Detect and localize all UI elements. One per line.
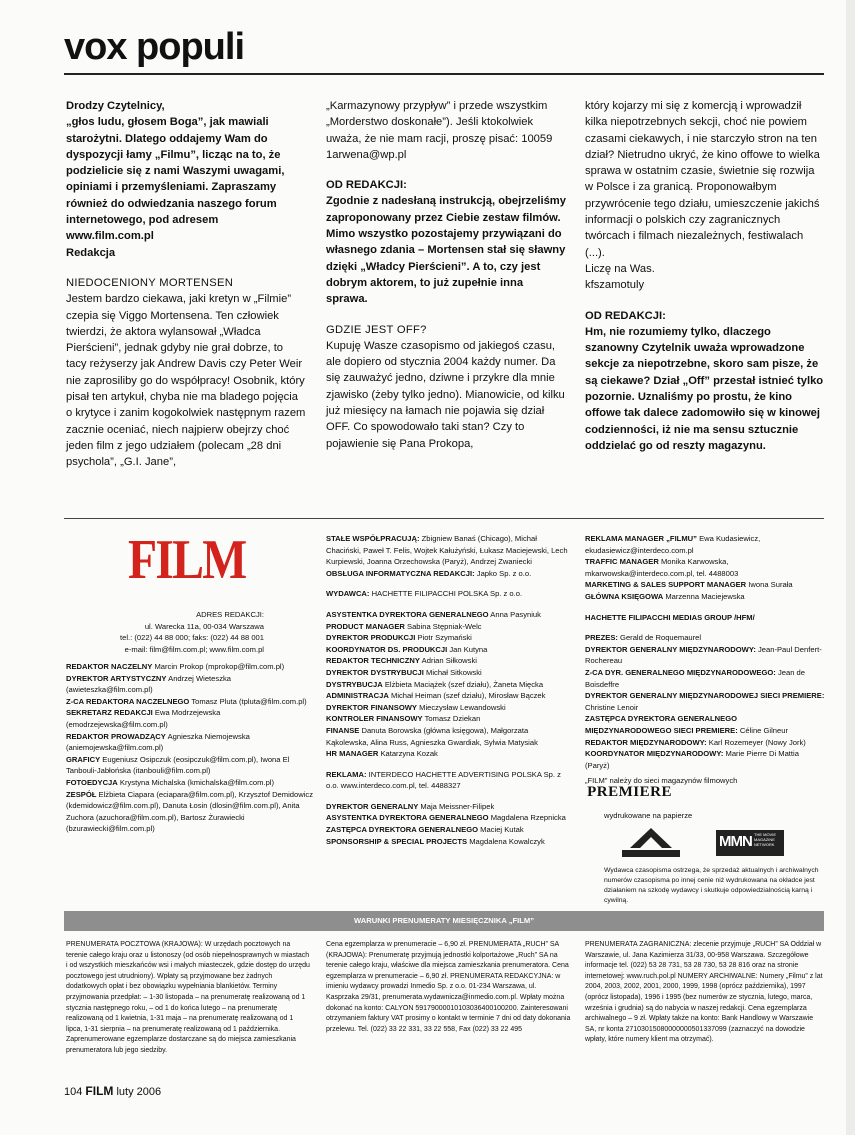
masthead-person: Agnieszka Niemojewska (aniemojewska@film.com.pl)	[66, 731, 250, 753]
address-email: e-mail: film@film.com.pl; www.film.com.pl	[124, 644, 264, 654]
masthead-role: DYREKTOR FINANSOWY	[326, 702, 417, 712]
film-logo: FILM	[128, 529, 246, 591]
masthead-role: REDAKTOR NACZELNY	[66, 662, 153, 671]
letter-body-cont: który kojarzy mi się z komercją i wprowadził kilka niepotrzebnych sekcji, choć nie powiem czasami ciekawych, i nie starczyło stron na ten dział? Nietrudno ukryć, że kino offowe to wielka sprawa w ostatnim czasie, świetnie się rozwija w Polsce i za granicą. Proponowałbym przywrócenie tego działu, umieszczenie jakichś informacji o polskich czy zagranicznych twórcach i filmach niezależnych, festiwalach (...).	[585, 100, 820, 259]
masthead-person: Magdalena Rzepnicka	[490, 813, 566, 823]
masthead-role: WYDAWCA:	[326, 589, 370, 599]
masthead-entry	[326, 812, 571, 824]
masthead-entry	[66, 777, 316, 789]
masthead-person: Monika Karwowska, mkarwowska@interdeco.com.pl, tel. 4488003	[585, 557, 739, 578]
masthead-entry	[585, 556, 825, 579]
letter-heading: GDZIE JEST OFF?	[326, 323, 427, 336]
masthead-right	[585, 533, 825, 771]
masthead-entry	[326, 533, 571, 568]
masthead-role: Z-CA DYR. GENERALNEGO MIĘDZYNARODOWEGO:	[585, 667, 776, 677]
masthead-entry	[585, 667, 825, 690]
masthead-person: Céline Gilneur	[739, 725, 788, 735]
disclaimer: Wydawca czasopisma ostrzega, że sprzedaż aktualnych i archiwalnych numerów czasopisma po innej cenie niż wydrukowana na okładce jest działaniem na szkodę wydawcy i skutkuje odpowiedzialnością karną i cywilną.	[604, 867, 819, 904]
masthead-person: Jan Kutyna	[449, 644, 488, 654]
intro-signature: Redakcja	[66, 246, 116, 259]
masthead-role: DYSTRYBUCJA	[326, 679, 383, 689]
masthead-entry	[66, 731, 316, 754]
mmn-logo	[716, 830, 784, 856]
masthead-entry	[66, 661, 316, 673]
masthead-person: Michał Sitkowski	[426, 667, 482, 677]
masthead-entry	[326, 713, 571, 725]
masthead-person: Karl Rozemeyer (Nowy Jork)	[708, 737, 806, 747]
masthead-person: Sabina Stępniak-Welc	[407, 621, 482, 631]
masthead-middle	[326, 533, 571, 847]
masthead-entry	[585, 591, 825, 603]
masthead-person: Ewa Kudasiewicz, ekudasiewicz@interdeco.com.pl	[585, 534, 761, 555]
masthead-person: Ewa Modrzejewska (emodrzejewska@film.com.pl)	[66, 708, 221, 729]
address-label: ADRES REDAKCJI:	[196, 610, 264, 619]
letter-body-cont: „Karmazynowy przypływ” i przede wszystkim „Morderstwo doskonałe”). Jeśli ktokolwiek uważa, że nie mam racji, proszę pisać: 10059 1arwena@wp.pl	[326, 100, 553, 161]
letter-heading: NIEDOCENIONY MORTENSEN	[66, 276, 234, 289]
masthead-role: REKLAMA MANAGER „FILMU”	[585, 534, 697, 543]
mmn-mark: MMN	[719, 833, 752, 850]
masthead-left	[66, 661, 316, 835]
editorial-address	[104, 609, 264, 655]
masthead-role: DYREKTOR ARTYSTYCZNY	[66, 673, 167, 683]
masthead-person: Iwona Surała	[748, 580, 793, 590]
masthead-person: Maciej Kutak	[480, 825, 524, 835]
masthead-entry	[585, 748, 825, 771]
masthead-person: Magdalena Kowalczyk	[469, 836, 545, 846]
masthead-person: Elżbieta Maciążek (szef działu), Żaneta Mięcka	[384, 679, 544, 689]
masthead-entry	[585, 533, 825, 556]
masthead-person: Tomasz Pluta (tpluta@film.com.pl)	[191, 696, 307, 706]
masthead-role: KONTROLER FINANSOWY	[326, 714, 423, 724]
letter-sign: Liczę na Was.	[585, 262, 655, 275]
letters-column-3	[585, 98, 825, 454]
letters-column-1	[66, 98, 306, 471]
masthead-entry	[585, 713, 825, 736]
masthead-person: Maja Meissner-Filipek	[420, 801, 495, 811]
masthead-person: Danuta Borowska (główna księgowa), Małgorzata Kąkolewska, Alina Russ, Agnieszka Gwardiak, Sylwia Matysiak	[326, 725, 538, 747]
masthead-role: HACHETTE FILIPACCHI MEDIAS GROUP /HFM/	[585, 612, 755, 622]
masthead-person: Piotr Szymański	[417, 633, 472, 643]
masthead-person: Gerald de Roquemaurel	[620, 633, 702, 643]
masthead-entry	[66, 754, 316, 777]
address-phone: tel.: (022) 44 88 000; faks: (022) 44 88 001	[120, 633, 264, 643]
masthead-entry	[326, 690, 571, 702]
masthead-person: Mieczysław Lewandowski	[419, 702, 506, 712]
masthead-entry	[326, 588, 571, 600]
masthead-role: DYREKTOR GENERALNY	[326, 801, 419, 811]
paper-logo	[620, 826, 682, 860]
masthead-entry	[585, 632, 825, 644]
masthead-person: Elżbieta Ciapara (eciapara@film.com.pl), Krzysztof Demidowicz (kdemidowicz@film.com.pl), Danuta Łosin (dlosin@film.com.pl), Anita Zuchora (azuchora@film.com.pl), Bartosz Żurawiecki (bzurawiecki@film.com.pl)	[66, 789, 314, 834]
masthead-person: Katarzyna Kozak	[380, 749, 438, 759]
masthead-entry	[585, 644, 825, 667]
masthead-person: Zbigniew Banaś (Chicago), Michał Chaciński, Paweł T. Felis, Wojtek Kałużyński, Łukasz Maciejewski, Lech Kurpiewski, Joanna Orzechowska (Paryż), Andrzej Zwaniecki	[326, 534, 568, 567]
masthead-entry	[326, 801, 571, 813]
masthead-entry	[326, 644, 571, 656]
masthead-person: Christine Lenoir	[585, 702, 639, 712]
masthead-role: ZASTĘPCA DYREKTORA GENERALNEGO	[326, 825, 479, 835]
letter-body: Jestem bardzo ciekawa, jaki kretyn w „Filmie” czepia się Viggo Mortensena. Ten człowiek twierdzi, że aktora wylansował „Władca Pierścieni”, jednak gdyby nie grał dobrze, to tacy reżyserzy jak Andrew Davis czy Peter Weir nie zaprosiliby go do współpracy! Osobnik, który pisał ten artykuł, chyba nie ma bladego pojęcia o krytyce i zanim kogokolwiek następnym razem zacznie oceniać, niech najpierw obejrzy choć jeden film z jego udziałem (polecam „28 dni psychola”, „G.I. Jane”,	[66, 293, 306, 469]
section-divider	[64, 518, 824, 519]
masthead-entry	[66, 707, 316, 730]
masthead-entry	[326, 632, 571, 644]
masthead-entry	[326, 725, 571, 748]
masthead-role: ZASTĘPCA DYREKTORA GENERALNEGO MIĘDZYNARODOWEGO SIECI PREMIERE:	[585, 714, 738, 735]
footer-magazine: FILM	[85, 1084, 114, 1098]
masthead-person: Marzenna Maciejewska	[665, 591, 745, 601]
reply-heading: OD REDAKCJI:	[585, 309, 666, 322]
masthead-entry	[585, 690, 825, 713]
masthead-role: ADMINISTRACJA	[326, 691, 389, 701]
masthead-role: ZESPÓŁ	[66, 789, 97, 799]
masthead-role: PRODUCT MANAGER	[326, 621, 405, 631]
masthead-role: REDAKTOR MIĘDZYNARODOWY:	[585, 737, 707, 747]
masthead-role: OBSŁUGA INFORMATYCZNA REDAKCJI:	[326, 568, 475, 578]
masthead-person: Eugeniusz Osipczuk (eosipczuk@film.com.pl), Iwona El Tanbouli-Jabłońska (itanbouli@film.com.pl)	[66, 754, 290, 776]
masthead-role: MARKETING & SALES SUPPORT MANAGER	[585, 580, 747, 590]
masthead-role: ASYSTENTKA DYREKTORA GENERALNEGO	[326, 609, 489, 619]
masthead-role: TRAFFIC MANAGER	[585, 557, 659, 567]
reply-text: Hm, nie rozumiemy tylko, dlaczego szanowny Czytelnik uważa wprowadzone sekcje za niepotrzebne, skoro sam pisze, że są ciekawe? Dział „Off” przestał istnieć tylko pozornie. Uznaliśmy po prostu, że kino offowe tak dalece zadomowiło się w kinowej codzienności, iż nie ma sensu sztucznie oddzielać go od reszty magazynu.	[585, 325, 824, 452]
masthead-person: INTERDECO HACHETTE ADVERTISING POLSKA Sp. z o.o. www.interdeco.com.pl, tel. 4488327	[326, 769, 561, 791]
masthead-role: SPONSORSHIP & SPECIAL PROJECTS	[326, 836, 468, 846]
intro-text: „głos ludu, głosem Boga”, jak mawiali starożytni. Dlatego oddajemy Wam do dyspozycji łamy „Filmu”, licząc na to, że podzielicie się z nami Waszymi uwagami, opiniami i przemyśleniami. Zapraszamy również do odwiedzania naszego forum internetowego, pod adresem www.film.com.pl	[66, 116, 285, 243]
page-number: 104	[64, 1086, 83, 1098]
masthead-role: REDAKTOR TECHNICZNY	[326, 656, 420, 666]
masthead-entry	[326, 679, 571, 691]
letter-author: kfszamotuly	[585, 279, 645, 292]
masthead-role: FINANSE	[326, 725, 360, 735]
masthead-person: Michał Heiman (szef działu), Mirosław Bączek	[391, 691, 546, 701]
masthead-person: Japko Sp. z o.o.	[476, 568, 532, 578]
footer-issue: luty 2006	[116, 1086, 162, 1098]
masthead-entry	[585, 737, 825, 749]
masthead-role: KOORDYNATOR MIĘDZYNARODOWY:	[585, 749, 724, 759]
masthead-person: Krystyna Michalska (kmichalska@film.com.pl)	[119, 777, 275, 787]
masthead-role: DYREKTOR PRODUKCJI	[326, 633, 416, 643]
masthead-entry	[66, 696, 316, 708]
masthead-entry	[585, 612, 825, 624]
subscription-bar: WARUNKI PRENUMERATY MIESIĘCZNIKA „FILM”	[64, 911, 824, 931]
masthead-entry	[326, 609, 571, 621]
masthead-entry	[326, 824, 571, 836]
masthead-entry	[326, 655, 571, 667]
masthead-role: DYREKTOR GENERALNY MIĘDZYNARODOWY:	[585, 644, 756, 654]
paper-note: wydrukowane na papierze	[604, 811, 693, 820]
masthead-role: STAŁE WSPÓŁPRACUJĄ:	[326, 534, 420, 543]
address-street: ul. Warecka 11a, 00-034 Warszawa	[144, 621, 264, 631]
intro-greeting: Drodzy Czytelnicy,	[66, 100, 165, 112]
letters-column-2	[326, 98, 566, 452]
masthead-person: HACHETTE FILIPACCHI POLSKA Sp. z o.o.	[371, 589, 523, 599]
premiere-note: „FILM” należy do sieci magazynów filmowych	[585, 776, 738, 785]
page-edge	[846, 0, 855, 1135]
premiere-network	[585, 775, 825, 799]
masthead-role: GŁÓWNA KSIĘGOWA	[585, 591, 664, 601]
subscription-col-1: PRENUMERATA POCZTOWA (KRAJOWA): W urzędach pocztowych na terenie całego kraju oraz u listonoszy (od osób niepełnosprawnych w miastach i od wszystkich mieszkańców wsi i małych miasteczek, gdzie dostęp do urzędu pocztowego jest utrudniony). Wpłaty są przyjmowane bez żadnych dodatkowych opłat i bez obowiązku wypełniania blankietów. Terminy przyjmowania przedpłat: – 1-30 listopada – na prenumeratę realizowaną od 1 stycznia następnego roku, – od 1 do końca lutego – na prenumeratę realizowaną od 1 kwietnia, 1-31 maja – na prenumeratę realizowaną od 1 lipca, 1-31 sierpnia – na prenumeratę realizowaną od 1 października. Zaprenumerowane egzemplarze dostarczane są do miejsca zamieszkania prenumeratora lub jego siedziby.	[66, 941, 310, 1054]
masthead-person: Adrian Siłkowski	[421, 656, 477, 666]
masthead-entry	[326, 702, 571, 714]
reply-heading: OD REDAKCJI:	[326, 179, 407, 192]
masthead-entry	[66, 789, 316, 835]
title-rule	[64, 73, 824, 75]
masthead-entry	[326, 568, 571, 580]
mmn-subtitle: THE MOVIE MAGAZINE NETWORK	[754, 832, 777, 847]
masthead-role: ASYSTENTKA DYREKTORA GENERALNEGO	[326, 813, 489, 823]
letter-body: Kupuję Wasze czasopismo od jakiegoś czasu, ale dopiero od stycznia 2004 każdy numer. Da się zauważyć jedno, dziwne i przykre dla mnie zjawisko (żeby tylko jedno). Mianowicie, od kilku już miesięcy na łamach nie pojawia się dział OFF. Co spowodowało taki stan? Czy to pojawienie się Pana Prokopa,	[326, 339, 565, 450]
masthead-person: Marie Pierre Di Mattia (Paryż)	[585, 749, 799, 770]
masthead-role: PREZES:	[585, 633, 618, 643]
masthead-entry	[326, 748, 571, 760]
masthead-person: Anna Pasyniuk	[490, 609, 541, 619]
masthead-entry	[326, 836, 571, 848]
masthead-role: DYREKTOR GENERALNY MIĘDZYNARODOWEJ SIECI PREMIERE:	[585, 691, 825, 701]
masthead-role: FOTOEDYCJA	[66, 777, 118, 787]
masthead-person: Andrzej Wieteszka (awieteszka@film.com.pl)	[66, 673, 232, 695]
masthead-role: Z-CA REDAKTORA NACZELNEGO	[66, 696, 190, 706]
masthead-role: KOORDYNATOR DS. PRODUKCJI	[326, 644, 448, 654]
masthead-role: REKLAMA:	[326, 769, 367, 779]
reply-text: Zgodnie z nadesłaną instrukcją, obejrzeliśmy zaproponowany przez Ciebie zestaw filmów. Mimo wszystko pozostajemy przywiązani do własnego zdania – Mortensen stał się sławny dzięki „Władcy Pierścieni”. A to, czy jest dobrym aktorem, to już zupełnie inna sprawa.	[326, 195, 566, 306]
premiere-logo: PREMIERE	[587, 783, 672, 800]
masthead-role: DYREKTOR DYSTRYBUCJI	[326, 667, 424, 677]
masthead-role: GRAFICY	[66, 754, 101, 764]
masthead-person: Jean-Paul Denfert-Rochereau	[585, 644, 822, 666]
masthead-role: SEKRETARZ REDAKCJI	[66, 708, 153, 718]
masthead-person: Jean de Boisdeffre	[585, 667, 805, 689]
page-footer	[64, 1084, 161, 1098]
masthead-person: Tomasz Dziekan	[424, 714, 481, 724]
subscription-col-2: Cena egzemplarza w prenumeracie – 6,90 zł. PRENUMERATA „RUCH” SA (KRAJOWA): Prenumeratę przyjmują jednostki kolportażowe „Ruch” SA na terenie całego kraju, właściwe dla miejsca zamieszkania prenumeratora. Cena egzemplarza w prenumeracie – 6,90 zł. PRENUMERATA REDAKCYJNA: w imieniu wydawcy prowadzi Inmedio Sp. z o.o. 01-234 Warszawa, ul. Kasprzaka 29/31, prenumerata.wydawnicza@inmedio.com.pl. Wpłaty można dokonać na konto: CALYON 59179000010103036400100200. Zainteresowani otrzymaniem faktury VAT prosimy o kontakt w terminie 7 dni od daty dokonania przelewu. Tel. (022) 33 22 331, 33 22 558, Fax (022) 33 22 495	[326, 941, 571, 1033]
masthead-role: HR MANAGER	[326, 749, 379, 759]
subscription-col-3: PRENUMERATA ZAGRANICZNA: zlecenie przyjmuje „RUCH” SA Oddział w Warszawie, ul. Jana Kazimierza 31/33, 00-958 Warszawa. Szczegółowe informacje tel. (022) 53 28 731, 53 28 730, 53 28 816 oraz na stronie internetowej: www.ruch.pol.pl NUMERY ARCHIWALNE: Numery „Filmu” z lat 2004, 2003, 2002, 2001, 2000, 1999, 1998 (oprócz października), 1997 (oprócz listopada), 1996 i 1995 (bez numerów ze stycznia, lutego, marca, września i grudnia) są do nabycia w naszej redakcji. Cena egzemplarza archiwalnego – 9 zł. Wpłaty także na konto: Bank Handlowy w Warszawie SA, nr konta 27103015080000000501337099 (zaznaczyć na dowodzie wpłaty, które numery klient ma otrzymać).	[585, 941, 823, 1044]
masthead-person: Marcin Prokop (mprokop@film.com.pl)	[154, 662, 285, 671]
masthead-entry	[66, 673, 316, 696]
masthead-entry	[326, 667, 571, 679]
masthead-entry	[326, 769, 571, 792]
masthead-entry	[585, 579, 825, 591]
masthead-role: REDAKTOR PROWADZĄCY	[66, 731, 166, 741]
page-title: vox populi	[64, 26, 244, 68]
masthead-entry	[326, 621, 571, 633]
